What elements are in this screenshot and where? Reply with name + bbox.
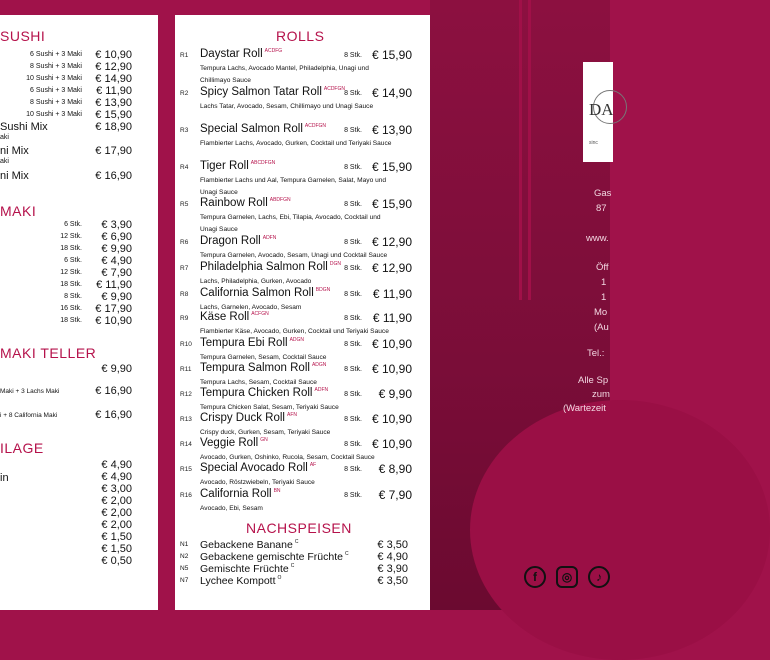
- roll-item: [180, 261, 420, 285]
- item-description: Tempura Chicken Salat, Sesam, Teriyaki Sauce: [200, 404, 339, 411]
- menu-row: [0, 171, 158, 183]
- item-name-text: Rainbow Roll: [200, 197, 268, 209]
- item-name: [200, 387, 328, 399]
- allergen-codes: DGN: [329, 261, 341, 267]
- item-price: € 4,90: [101, 471, 132, 483]
- item-price: € 4,90: [101, 255, 132, 267]
- info-line: 87: [596, 203, 607, 214]
- item-name-text: Lychee Kompott: [200, 575, 276, 587]
- item-name: [200, 48, 282, 60]
- item-quantity: 8 Stk.: [344, 315, 362, 322]
- decor-stripe: [519, 0, 522, 300]
- item-code: N7: [180, 577, 189, 584]
- item-description: Avocado, Röstzwiebeln, Teriyaki Sauce: [200, 479, 315, 486]
- item-quantity: 12 Stk.: [60, 233, 82, 240]
- item-name: [200, 488, 281, 500]
- item-name: [200, 437, 268, 449]
- item-price: € 10,90: [371, 362, 412, 376]
- item-name: Maki + 3 Lachs Maki: [0, 388, 60, 395]
- item-name-text: Crispy Duck Roll: [200, 412, 285, 424]
- item-name-text: Dragon Roll: [200, 235, 261, 247]
- info-line: Öff: [596, 262, 609, 273]
- item-price: € 11,90: [372, 287, 412, 301]
- item-quantity: 8 Stk.: [344, 291, 362, 298]
- menu-row: [0, 232, 158, 244]
- dessert-item: [180, 539, 420, 550]
- menu-row: [0, 508, 158, 520]
- item-name-text: Tempura Ebi Roll: [200, 337, 288, 349]
- logo: [583, 62, 613, 162]
- menu-row: [0, 74, 158, 86]
- item-quantity: 12 Stk.: [60, 269, 82, 276]
- allergen-codes: AFN: [287, 412, 297, 418]
- allergen-codes: BDGN: [315, 287, 331, 293]
- item-name: [200, 563, 294, 575]
- item-price: € 14,90: [371, 86, 412, 100]
- item-name: [200, 86, 345, 98]
- item-name: [200, 235, 276, 247]
- item-price: € 4,90: [377, 551, 408, 563]
- item-code: R8: [180, 291, 189, 298]
- item-price: € 12,90: [371, 261, 412, 275]
- menu-row: [0, 50, 158, 62]
- item-price: € 15,90: [371, 48, 412, 62]
- item-name: ni Mix: [0, 145, 29, 157]
- item-code: R16: [180, 492, 192, 499]
- item-description: Flambierter Käse, Avocado, Gurken, Cocktail und Teriyaki Sauce: [200, 328, 389, 335]
- allergen-codes: ABCDFGN: [250, 160, 276, 166]
- allergen-codes: O: [277, 575, 282, 581]
- roll-item: [180, 437, 420, 461]
- allergen-codes: ADGN: [289, 337, 305, 343]
- info-line: Mo: [594, 307, 608, 318]
- item-description: Tempura Lachs, Avocado Mantel, Philadelphia, Unagi und Chillimayo Sauce: [200, 65, 369, 84]
- roll-item: [180, 48, 420, 84]
- item-price: € 14,90: [95, 73, 132, 85]
- item-description: Tempura Lachs, Sesam, Cocktail Sauce: [200, 379, 317, 386]
- item-price: € 10,90: [371, 412, 412, 426]
- item-price: € 9,90: [101, 243, 132, 255]
- item-price: € 6,90: [101, 231, 132, 243]
- item-name: [200, 551, 349, 563]
- item-name-text: Tempura Salmon Roll: [200, 362, 310, 374]
- item-description: Crispy duck, Gurken, Sesam, Teriyaki Sauce: [200, 429, 331, 436]
- rolls-title: ROLLS: [276, 28, 325, 44]
- item-price: € 16,90: [95, 170, 132, 182]
- menu-row: [0, 556, 158, 568]
- item-name-text: Tempura Chicken Roll: [200, 387, 313, 399]
- item-description: Avocado, Gurken, Oshinko, Rucola, Sesam, Cocktail Sauce: [200, 454, 375, 461]
- roll-item: [180, 337, 420, 361]
- logo-text: DA: [589, 100, 614, 119]
- item-price: € 10,90: [95, 315, 132, 327]
- info-line: www.: [586, 233, 609, 244]
- logo-since: sinc: [589, 140, 598, 146]
- info-line: (Au: [594, 322, 609, 333]
- item-quantity: 18 Stk.: [60, 281, 82, 288]
- item-quantity: 8 Stk.: [344, 201, 362, 208]
- item-price: € 7,90: [378, 488, 412, 502]
- item-quantity: 8 Sushi + 3 Maki: [30, 99, 82, 106]
- item-name-text: Spicy Salmon Tatar Roll: [200, 86, 322, 98]
- menu-row: [0, 98, 158, 110]
- item-code: N5: [180, 565, 189, 572]
- item-price: € 10,90: [371, 437, 412, 451]
- item-price: € 15,90: [371, 197, 412, 211]
- item-name: [200, 197, 291, 209]
- menu-row: [0, 386, 158, 398]
- item-name: in: [0, 472, 9, 484]
- item-name: ni Mix: [0, 170, 29, 182]
- item-code: R11: [180, 366, 192, 373]
- item-price: € 11,90: [372, 311, 412, 325]
- item-name: [200, 261, 341, 273]
- item-price: € 15,90: [95, 109, 132, 121]
- menu-row: [0, 460, 158, 472]
- item-price: € 0,50: [101, 555, 132, 567]
- item-name: [200, 539, 298, 551]
- item-description: Tempura Garnelen, Lachs, Ebi, Tilapia, Avocado, Cocktail und Unagi Sauce: [200, 214, 381, 233]
- nachspeisen-title: NACHSPEISEN: [246, 520, 352, 536]
- item-code: R3: [180, 127, 189, 134]
- roll-item: [180, 235, 420, 259]
- roll-item: [180, 362, 420, 386]
- item-description: Tempura Garnelen, Avocado, Sesam, Unagi und Cocktail Sauce: [200, 252, 388, 259]
- item-quantity: 6 Stk.: [64, 221, 82, 228]
- item-price: € 10,90: [371, 337, 412, 351]
- allergen-codes: ACDFGN: [323, 86, 345, 92]
- decor-stripe: [528, 0, 531, 300]
- item-quantity: 8 Stk.: [344, 164, 362, 171]
- item-name-text: Käse Roll: [200, 311, 250, 323]
- menu-row: [0, 316, 158, 328]
- allergen-codes: ADFN: [314, 387, 329, 393]
- item-description: Avocado, Ebi, Sesam: [200, 505, 263, 512]
- maki-title: MAKI: [0, 203, 37, 219]
- item-quantity: 18 Stk.: [60, 317, 82, 324]
- item-price: € 9,90: [101, 291, 132, 303]
- beilage-title: ILAGE: [0, 440, 44, 456]
- item-price: € 16,90: [95, 385, 132, 397]
- allergen-codes: ADFN: [262, 235, 277, 241]
- item-code: R12: [180, 391, 192, 398]
- allergen-codes: ABDFGN: [269, 197, 291, 203]
- facebook-icon[interactable]: f: [524, 566, 546, 588]
- menu-row: [0, 292, 158, 304]
- item-name: [200, 123, 326, 135]
- roll-item: [180, 86, 420, 110]
- item-name: [200, 287, 330, 299]
- item-price: € 2,00: [101, 495, 132, 507]
- item-price: € 7,90: [101, 267, 132, 279]
- item-code: R5: [180, 201, 189, 208]
- item-price: € 9,90: [101, 363, 132, 375]
- info-line: Alle Sp: [578, 375, 609, 386]
- item-name-text: California Roll: [200, 488, 272, 500]
- menu-row: [0, 544, 158, 556]
- dessert-item: [180, 563, 420, 574]
- allergen-codes: C: [290, 563, 295, 569]
- item-price: € 9,90: [378, 387, 412, 401]
- item-quantity: 16 Stk.: [60, 305, 82, 312]
- allergen-codes: C: [345, 551, 349, 557]
- menu-row: [0, 146, 158, 158]
- item-quantity: 8 Stk.: [344, 265, 362, 272]
- item-price: € 4,90: [101, 459, 132, 471]
- item-code: R14: [180, 441, 192, 448]
- allergen-codes: BN: [273, 488, 281, 494]
- item-name: [200, 362, 326, 374]
- item-name-text: Gemischte Früchte: [200, 563, 289, 575]
- item-price: € 1,50: [101, 531, 132, 543]
- decor-curve: [470, 400, 770, 660]
- info-line: zum: [592, 389, 610, 400]
- info-line: Gas: [594, 188, 612, 199]
- item-quantity: 8 Stk.: [344, 90, 362, 97]
- item-quantity: 8 Stk.: [64, 293, 82, 300]
- menu-row: [0, 484, 158, 496]
- info-line: 1: [601, 277, 607, 288]
- dessert-item: [180, 575, 420, 586]
- item-quantity: 8 Stk.: [344, 416, 362, 423]
- menu-row: [0, 532, 158, 544]
- menu-row: [0, 304, 158, 316]
- allergen-codes: GN: [260, 437, 268, 443]
- item-price: € 12,90: [371, 235, 412, 249]
- item-quantity: 8 Stk.: [344, 391, 362, 398]
- roll-item: [180, 462, 420, 486]
- item-name-text: Special Avocado Roll: [200, 462, 308, 474]
- item-price: € 17,90: [95, 145, 132, 157]
- item-name: [200, 160, 275, 172]
- item-quantity: 8 Stk.: [344, 466, 362, 473]
- item-name-text: Gebackene gemischte Früchte: [200, 551, 343, 563]
- item-code: R13: [180, 416, 192, 423]
- menu-row: [0, 220, 158, 232]
- item-price: € 1,50: [101, 543, 132, 555]
- menu-row: [0, 244, 158, 256]
- item-quantity: 8 Stk.: [344, 127, 362, 134]
- item-name: [200, 462, 316, 474]
- info-line: (Wartezeit: [563, 403, 606, 414]
- item-name: [200, 337, 304, 349]
- item-name-text: Gebackene Banane: [200, 539, 293, 551]
- item-name-text: Special Salmon Roll: [200, 123, 303, 135]
- roll-item: [180, 123, 420, 147]
- item-price: € 12,90: [95, 61, 132, 73]
- item-price: € 3,50: [377, 539, 408, 551]
- item-name: [200, 575, 281, 587]
- roll-item: [180, 160, 420, 196]
- menu-row: [0, 122, 158, 134]
- menu-row: [0, 520, 158, 532]
- item-name-text: Veggie Roll: [200, 437, 259, 449]
- item-name: i + 8 California Maki: [0, 412, 58, 419]
- item-description: Lachs, Philadelphia, Gurken, Avocado: [200, 278, 312, 285]
- item-description: Lachs, Garnelen, Avocado, Sesam: [200, 304, 302, 311]
- item-code: R7: [180, 265, 189, 272]
- item-name: [200, 412, 297, 424]
- item-code: N1: [180, 541, 189, 548]
- item-code: R1: [180, 52, 189, 59]
- item-code: R10: [180, 341, 192, 348]
- item-description: Lachs Tatar, Avocado, Sesam, Chillimayo und Unagi Sauce: [200, 103, 374, 110]
- item-price: € 16,90: [95, 409, 132, 421]
- item-price: € 10,90: [95, 49, 132, 61]
- item-description: Flambierter Lachs, Avocado, Gurken, Cocktail und Teriyaki Sauce: [200, 140, 392, 147]
- item-quantity: 10 Sushi + 3 Maki: [26, 111, 82, 118]
- roll-item: [180, 387, 420, 411]
- info-line: 1: [601, 292, 607, 303]
- allergen-codes: ACDFGN: [304, 123, 327, 129]
- item-quantity: 10 Sushi + 3 Maki: [26, 75, 82, 82]
- item-quantity: 6 Stk.: [64, 257, 82, 264]
- item-price: € 13,90: [371, 123, 412, 137]
- roll-item: [180, 488, 420, 512]
- item-code: R9: [180, 315, 189, 322]
- maki-teller-title: MAKI TELLER: [0, 345, 97, 361]
- menu-row: [0, 364, 158, 376]
- info-line: Tel.:: [587, 348, 605, 359]
- menu-row: [0, 410, 158, 422]
- item-price: € 18,90: [95, 121, 132, 133]
- dessert-item: [180, 551, 420, 562]
- item-code: R2: [180, 90, 189, 97]
- allergen-codes: AF: [309, 462, 317, 468]
- roll-item: [180, 287, 420, 311]
- item-price: € 13,90: [95, 97, 132, 109]
- item-description: Tempura Garnelen, Sesam, Cocktail Sauce: [200, 354, 327, 361]
- roll-item: [180, 412, 420, 436]
- item-code: R6: [180, 239, 189, 246]
- item-price: € 8,90: [378, 462, 412, 476]
- menu-row: [0, 280, 158, 292]
- item-code: R4: [180, 164, 189, 171]
- item-price: € 2,00: [101, 519, 132, 531]
- item-quantity: 8 Stk.: [344, 52, 362, 59]
- item-code: N2: [180, 553, 189, 560]
- item-price: € 11,90: [96, 279, 132, 291]
- menu-row: [0, 496, 158, 508]
- item-price: € 15,90: [371, 160, 412, 174]
- item-code: R15: [180, 466, 192, 473]
- item-quantity: 8 Stk.: [344, 341, 362, 348]
- allergen-codes: ADGN: [311, 362, 327, 368]
- item-price: € 17,90: [95, 303, 132, 315]
- item-quantity: 8 Stk.: [344, 239, 362, 246]
- item-price: € 3,90: [377, 563, 408, 575]
- item-price: € 3,50: [377, 575, 408, 587]
- sushi-title: SUSHI: [0, 28, 46, 44]
- roll-item: [180, 197, 420, 233]
- item-price: € 3,90: [101, 219, 132, 231]
- item-name-text: Philadelphia Salmon Roll: [200, 261, 328, 273]
- item-quantity: 8 Sushi + 3 Maki: [30, 63, 82, 70]
- item-quantity: 8 Stk.: [344, 492, 362, 499]
- item-price: € 3,00: [101, 483, 132, 495]
- instagram-icon[interactable]: ◎: [556, 566, 578, 588]
- item-detail: aki: [0, 134, 9, 141]
- allergen-codes: ACDFG: [264, 48, 283, 54]
- tiktok-icon[interactable]: ♪: [588, 566, 610, 588]
- item-price: € 2,00: [101, 507, 132, 519]
- item-quantity: 8 Stk.: [344, 441, 362, 448]
- item-name-text: Daystar Roll: [200, 48, 263, 60]
- allergen-codes: ACFGN: [251, 311, 269, 317]
- item-name-text: California Salmon Roll: [200, 287, 314, 299]
- menu-row: [0, 268, 158, 280]
- item-quantity: 6 Sushi + 3 Maki: [30, 87, 82, 94]
- item-name-text: Tiger Roll: [200, 160, 249, 172]
- item-name: [200, 311, 269, 323]
- item-quantity: 6 Sushi + 3 Maki: [30, 51, 82, 58]
- item-name: Sushi Mix: [0, 121, 48, 133]
- item-detail: aki: [0, 158, 9, 165]
- item-quantity: 8 Stk.: [344, 366, 362, 373]
- item-price: € 11,90: [96, 85, 132, 97]
- menu-row: [0, 86, 158, 98]
- menu-row: [0, 472, 158, 484]
- menu-row: [0, 62, 158, 74]
- roll-item: [180, 311, 420, 335]
- menu-row: [0, 256, 158, 268]
- item-description: Flambierter Lachs und Aal, Tempura Garnelen, Salat, Mayo und Unagi Sauce: [200, 177, 387, 196]
- item-quantity: 18 Stk.: [60, 245, 82, 252]
- allergen-codes: C: [294, 539, 299, 545]
